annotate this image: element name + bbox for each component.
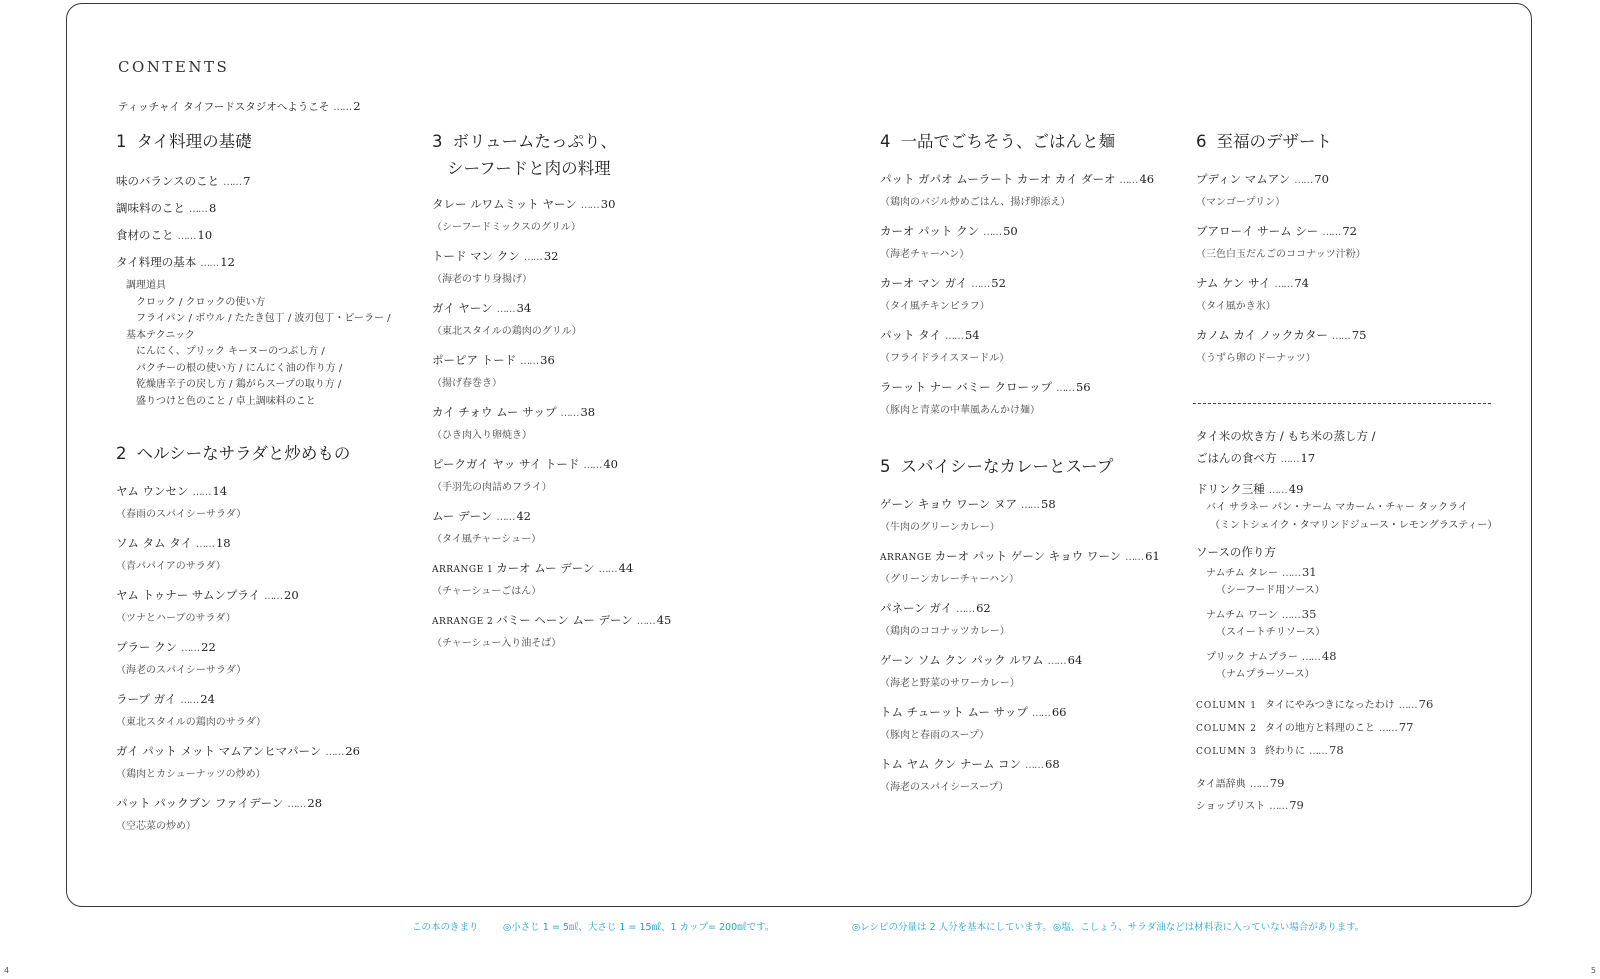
- section-1-title: 1 タイ料理の基礎: [116, 132, 252, 151]
- toc-entry[interactable]: ゲーン キョウ ワーン ヌア …… 58 （牛肉のグリーンカレー）: [880, 497, 1056, 533]
- toc-entry[interactable]: タイ料理の基本 …… 12: [116, 255, 235, 269]
- intro-entry[interactable]: ティッチャイ タイフードスタジオへようこそ …… 2: [118, 99, 361, 113]
- intro-label: ティッチャイ タイフードスタジオへようこそ: [118, 101, 330, 113]
- section-6-list: [1196, 171, 1367, 379]
- toc-entry[interactable]: パット ガパオ ムーラート カーオ カイ ダーオ …… 46 （鶏肉のバジル炒めごはん、揚げ卵添え）: [880, 172, 1155, 208]
- section-3-title: 3 ボリュームたっぷり、 シーフードと肉の料理: [432, 132, 618, 178]
- toc-entry[interactable]: ARRANGE カーオ パット ゲーン キョウ ワーン …… 61 （グリーンカレーチャーハン）: [880, 549, 1160, 585]
- basics-details: 調理道具 クロック / クロックの使い方 フライパン / ボウル / たたき包丁 / 波刃包丁・ピーラー / 基本テクニック にんにく、プリック キーヌーのつぶし方 / パクチーの根の使い方 / にんにく油の作り方 / 乾燥唐辛子の戻し方 / 鶏がらスープの取り方 / 盛りつけと色のこと / 卓上調味料のこと: [126, 280, 391, 407]
- toc-entry[interactable]: ヤム トゥナー サムンプライ …… 20 （ツナとハーブのサラダ）: [116, 588, 299, 624]
- section-5-list: [880, 496, 1160, 808]
- column-3: [880, 128, 1160, 808]
- toc-entry[interactable]: ソム タム タイ …… 18 （青パパイアのサラダ）: [116, 536, 231, 572]
- dictionary-entry[interactable]: タイ語辞典 …… 79: [1196, 776, 1285, 790]
- toc-entry[interactable]: ポーピア トード …… 36 （揚げ春巻き）: [432, 353, 555, 389]
- column-entry[interactable]: COLUMN 2 タイの地方と料理のこと …… 77: [1196, 720, 1414, 734]
- section-2-title: 2 ヘルシーなサラダと炒めもの: [116, 444, 351, 463]
- toc-entry[interactable]: ナム ケン サイ …… 74 （タイ風かき氷）: [1196, 276, 1309, 312]
- toc-entry[interactable]: カイ チォウ ムー サップ …… 38 （ひき肉入り卵焼き）: [432, 405, 596, 441]
- toc-entry[interactable]: 味のバランスのこと …… 7: [116, 174, 251, 188]
- toc-entry[interactable]: パネーン ガイ …… 62 （鶏肉のココナッツカレー）: [880, 601, 1010, 637]
- toc-entry[interactable]: 調味料のこと …… 8: [116, 201, 217, 215]
- toc-entry[interactable]: ヤム ウンセン …… 14 （春雨のスパイシーサラダ）: [116, 484, 247, 520]
- toc-entry[interactable]: タレー ルワムミット ヤーン …… 30 （シーフードミックスのグリル）: [432, 197, 616, 233]
- page-number-right: 5: [1590, 966, 1596, 975]
- toc-entry[interactable]: パット タイ …… 54 （フライドライスヌードル）: [880, 328, 1010, 364]
- toc-entry[interactable]: ガイ パット メット マムアンヒマパーン …… 26 （鶏肉とカシューナッツの炒め）: [116, 744, 360, 780]
- toc-entry[interactable]: カーオ マン ガイ …… 52 （タイ風チキンピラフ）: [880, 276, 1006, 312]
- section-5-title: 5 スパイシーなカレーとスープ: [880, 457, 1114, 476]
- dashed-divider: [1193, 403, 1491, 404]
- toc-entry[interactable]: ARRANGE 1 カーオ ムー デーン …… 44 （チャーシューごはん）: [432, 561, 634, 597]
- section-4-list: [880, 171, 1160, 431]
- toc-entry[interactable]: 食材のこと …… 10: [116, 228, 213, 242]
- sauces-entry: ソースの作り方 ナムチム タレー …… 31 （シーフード用ソース） ナムチム ワーン …… 35 （スイートチリソース） プリック ナムプラー …… 48 （ナムプラーソース）: [1196, 544, 1497, 690]
- columns-list: [1196, 694, 1497, 763]
- extras-block: [1196, 425, 1497, 817]
- toc-entry[interactable]: トム チューット ムー サップ …… 66 （豚肉と春雨のスープ）: [880, 705, 1067, 741]
- section-6-title: 6 至福のデザート: [1196, 132, 1332, 151]
- toc-entry[interactable]: カノム カイ ノックカター …… 75 （うずら卵のドーナッツ）: [1196, 328, 1367, 364]
- toc-entry[interactable]: ゲーン ソム クン パック ルワム …… 64 （海老と野菜のサワーカレー）: [880, 653, 1083, 689]
- column-1: [116, 128, 391, 847]
- footer-rules-label: この本のきまり: [412, 922, 479, 933]
- section-2-list: [116, 483, 391, 847]
- footer-rule-2: ◎レシピの分量は 2 人分を基本にしています。: [852, 922, 1052, 933]
- intro-page: 2: [353, 99, 361, 113]
- section-4-title: 4 一品でごちそう、ごはんと麺: [880, 132, 1115, 151]
- drinks-entry[interactable]: ドリンク三種 …… 49 バイ サラネー パン・ナーム マカーム・チャー タックライ （ミントシェイク・タマリンドジュース・レモングラスティー）: [1196, 482, 1498, 531]
- column-entry[interactable]: COLUMN 3 終わりに …… 78: [1196, 743, 1344, 757]
- toc-entry[interactable]: ARRANGE 2 バミー ヘーン ムー デーン …… 45 （チャーシュー入り油そば）: [432, 613, 672, 649]
- toc-entry[interactable]: トード マン クン …… 32 （海老のすり身揚げ）: [432, 249, 559, 285]
- shoplist-entry[interactable]: ショップリスト …… 79: [1196, 798, 1304, 812]
- footer-rule-3: ◎塩、こしょう、サラダ油などは材料表に入っていない場合があります。: [1053, 922, 1365, 933]
- toc-entry[interactable]: ピークガイ ヤッ サイ トード …… 40 （手羽先の肉詰めフライ）: [432, 457, 618, 493]
- toc-entry[interactable]: ブアローイ サーム シー …… 72 （三色白玉だんごのココナッツ汁粉）: [1196, 224, 1366, 260]
- toc-entry[interactable]: プラー クン …… 22 （海老のスパイシーサラダ）: [116, 640, 247, 676]
- toc-entry[interactable]: ラーット ナー バミー クローップ …… 56 （豚肉と青菜の中華風あんかけ麺）: [880, 380, 1091, 416]
- section-3-list: [432, 196, 671, 664]
- toc-entry[interactable]: ナムチム ワーン …… 35 （スイートチリソース）: [1206, 607, 1326, 638]
- toc-entry[interactable]: ムー デーン …… 42 （タイ風チャーシュー）: [432, 509, 542, 545]
- toc-entry[interactable]: トム ヤム クン ナーム コン …… 68 （海老のスパイシースープ）: [880, 757, 1060, 793]
- column-entry[interactable]: COLUMN 1 タイにやみつきになったわけ …… 76: [1196, 697, 1434, 711]
- toc-entry[interactable]: ラープ ガイ …… 24 （東北スタイルの鶏肉のサラダ）: [116, 692, 266, 728]
- toc-entry[interactable]: プディン マムアン …… 70 （マンゴープリン）: [1196, 172, 1329, 208]
- page-title: CONTENTS: [118, 58, 230, 76]
- rice-entry[interactable]: タイ米の炊き方 / もち米の蒸し方 / ごはんの食べ方 …… 17: [1196, 429, 1376, 465]
- footer-rule-1: ◎小さじ 1 = 5㎖、大さじ 1 = 15㎖、1 カップ= 200㎖です。: [503, 922, 775, 933]
- column-2: [432, 128, 671, 664]
- toc-entry[interactable]: カーオ パット クン …… 50 （海老チャーハン）: [880, 224, 1018, 260]
- column-4: [1196, 128, 1367, 379]
- page-number-left: 4: [4, 966, 10, 975]
- toc-entry[interactable]: パット パックブン ファイデーン …… 28 （空芯菜の炒め）: [116, 796, 323, 832]
- toc-entry[interactable]: ナムチム タレー …… 31 （シーフード用ソース）: [1206, 565, 1325, 596]
- toc-entry[interactable]: ガイ ヤーン …… 34 （東北スタイルの鶏肉のグリル）: [432, 301, 582, 337]
- toc-entry[interactable]: プリック ナムプラー …… 48 （ナムプラーソース）: [1206, 649, 1337, 680]
